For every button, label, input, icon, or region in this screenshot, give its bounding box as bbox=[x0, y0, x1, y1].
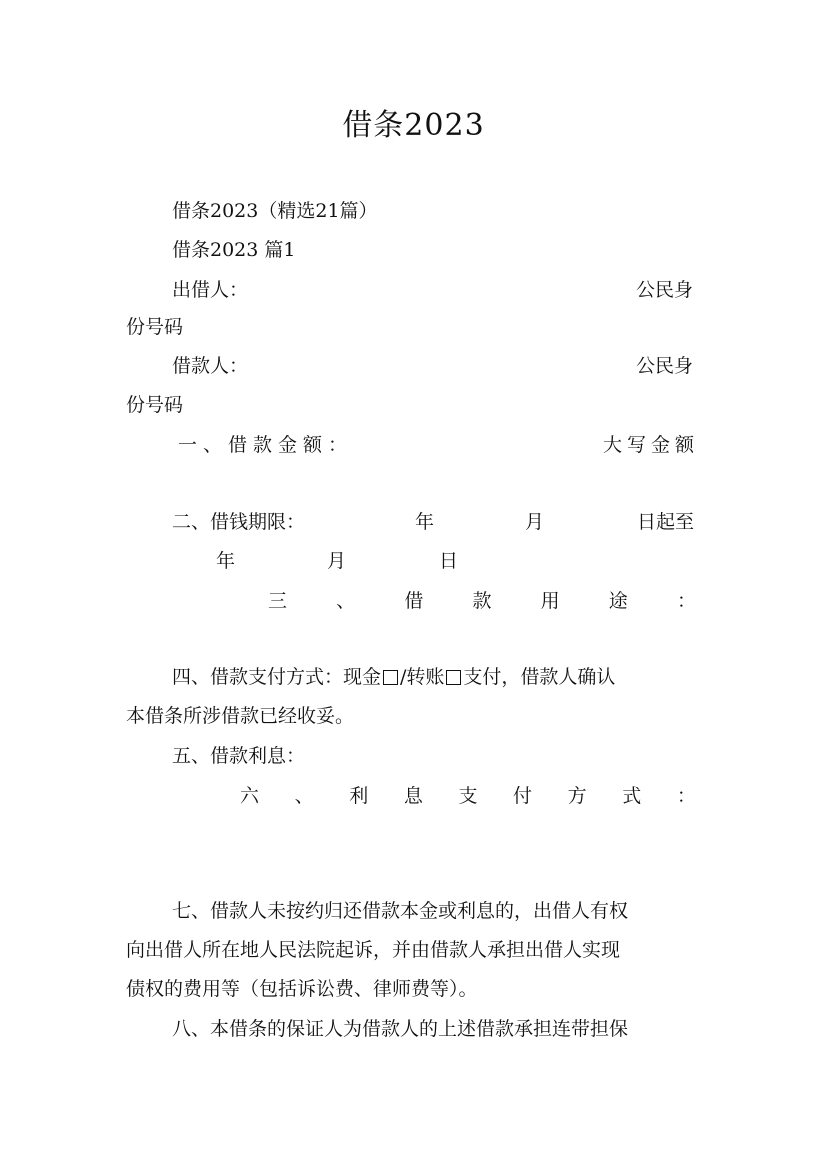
loan-purpose-line bbox=[268, 589, 696, 613]
cash-checkbox[interactable] bbox=[383, 670, 398, 685]
loan-amount-label: 一、借款金额： bbox=[178, 434, 354, 456]
interest-payment-char: ： bbox=[676, 785, 696, 807]
loan-term-year-end: 年 bbox=[216, 550, 236, 572]
interest-payment-char: 、 bbox=[294, 785, 314, 807]
loan-interest-label: 五、借款利息： bbox=[172, 745, 306, 767]
interest-payment-char: 付 bbox=[513, 785, 533, 807]
loan-term-label: 二、借钱期限： bbox=[172, 511, 306, 533]
borrower-label: 借款人： bbox=[172, 355, 249, 377]
loan-term-month-end: 月 bbox=[327, 550, 347, 572]
borrower-id-label-a: 公民身 bbox=[636, 355, 694, 377]
borrower-id-label-b: 份号码 bbox=[126, 394, 184, 416]
interest-payment-char: 息 bbox=[403, 785, 423, 807]
loan-purpose-char: 途 bbox=[608, 590, 628, 612]
loan-purpose-char: 借 bbox=[404, 590, 424, 612]
lender-label: 出借人： bbox=[172, 279, 249, 301]
interest-payment-char: 六 bbox=[240, 785, 260, 807]
payment-method-text-3: 支付，借款人确认 bbox=[463, 666, 616, 688]
lender-id-label-a: 公民身 bbox=[636, 279, 694, 301]
interest-payment-char: 支 bbox=[458, 785, 478, 807]
loan-purpose-char: 款 bbox=[472, 590, 492, 612]
payment-method-line bbox=[172, 665, 615, 689]
transfer-checkbox[interactable] bbox=[446, 670, 461, 685]
clause-8-line-1: 八、本借条的保证人为借款人的上述借款承担连带担保 bbox=[172, 1018, 629, 1040]
loan-term-day-end: 日 bbox=[439, 550, 459, 572]
amount-in-words-label: 大写金额 bbox=[603, 434, 700, 456]
document-title: 借条2023 bbox=[342, 108, 485, 143]
interest-payment-char: 式 bbox=[622, 785, 642, 807]
loan-term-month: 月 bbox=[525, 511, 545, 533]
lender-id-label-b: 份号码 bbox=[126, 316, 184, 338]
loan-term-year: 年 bbox=[415, 511, 435, 533]
interest-payment-char: 方 bbox=[567, 785, 587, 807]
loan-purpose-char: 用 bbox=[540, 590, 560, 612]
payment-method-text-2: /转账 bbox=[400, 666, 445, 688]
loan-purpose-char: 、 bbox=[336, 590, 356, 612]
payment-method-text-1: 四、借款支付方式：现金 bbox=[172, 666, 382, 688]
document-subtitle: 借条2023（精选21篇） bbox=[172, 200, 378, 222]
payment-received-text: 本借条所涉借款已经收妥。 bbox=[126, 705, 355, 727]
clause-7-line-3: 债权的费用等（包括诉讼费、律师费等）。 bbox=[126, 978, 478, 1000]
loan-term-day-from: 日起至 bbox=[637, 511, 695, 533]
section-heading: 借条2023 篇1 bbox=[172, 239, 296, 261]
loan-purpose-char: ： bbox=[676, 590, 696, 612]
interest-payment-line bbox=[240, 784, 696, 808]
loan-purpose-char: 三 bbox=[268, 590, 288, 612]
interest-payment-char: 利 bbox=[349, 785, 369, 807]
clause-7-line-2: 向出借人所在地人民法院起诉，并由借款人承担出借人实现 bbox=[126, 939, 621, 961]
clause-7-line-1: 七、借款人未按约归还借款本金或利息的，出借人有权 bbox=[172, 900, 629, 922]
